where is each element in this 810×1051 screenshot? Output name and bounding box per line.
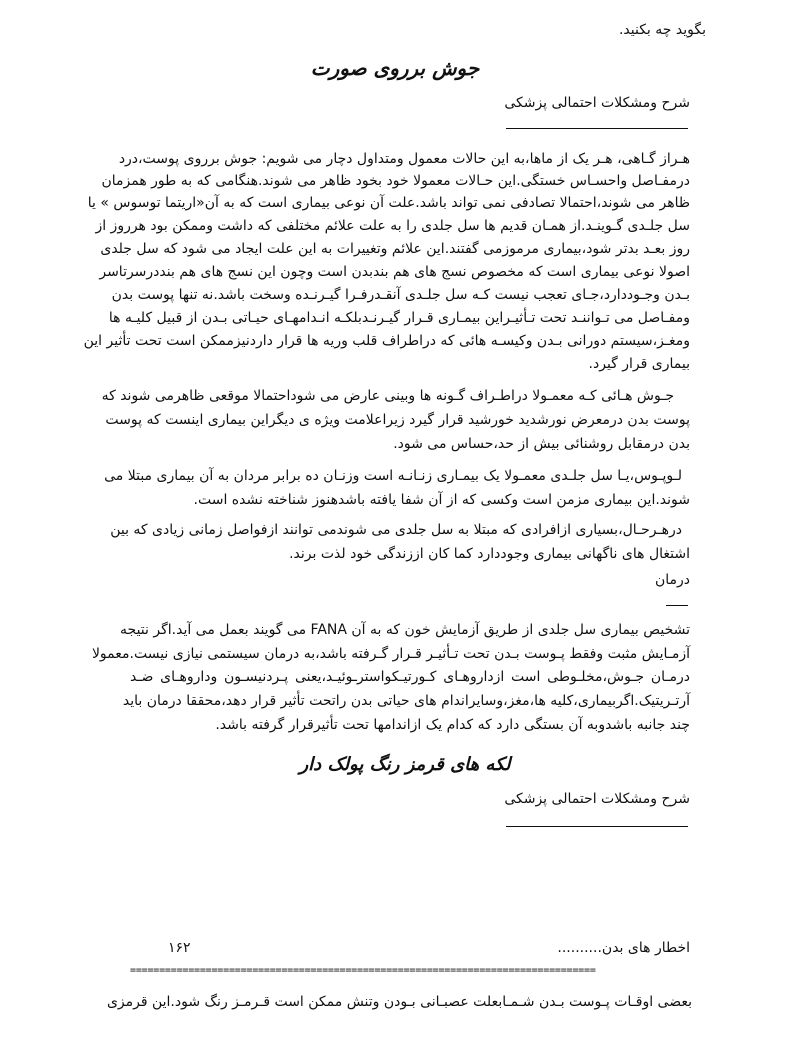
body-line-last: شوند.این بیماری مزمن است وکسی که از آن شفا یافته باشدهنوز شناخته نشده است.	[193, 492, 690, 508]
subtitle-underline	[506, 826, 688, 827]
body-line: بـدن وجـوددارد،جـای تعجب نیست کـه سل جلـدی آنقـدرفـرا گیـرنـده وسخت باشد.نه تنها پوست بدن	[111, 287, 690, 303]
body-line: آزمـایش مثبت وفقط پـوست بـدن تحت تـأثیـر قـرار گـرفته باشد،به درمان سیستمی نیازی نیست.معمولا	[91, 646, 690, 662]
subtitle-underline	[506, 128, 688, 129]
body-line: ظاهر می شوند،احتمالا تصادفی نمی تواند باشد.علت آن نوعی بیماری است که به آن«اریتما توسوس » یا	[87, 195, 690, 211]
body-line: ومغـز،سیستم دورانی بـدن وکیسـه هائی که دراطراف قلب وریه ها قرار داردنیزممکن است تحت تأثیر این	[83, 333, 690, 349]
section-subtitle: شرح ومشکلات احتمالی پزشکی	[504, 95, 690, 111]
separator-line: ================================================================================	[130, 968, 596, 974]
body-line-last: بیماری قرار گیرد.	[588, 356, 690, 372]
body-line-last: اشتغال های ناگهانی بیماری وجوددارد کما کان اززندگی خود لذت برند.	[289, 546, 690, 562]
section-title: جوش برروی صورت	[310, 56, 480, 80]
top-line: بگوید چه بکنید.	[618, 22, 706, 38]
section-subtitle: شرح ومشکلات احتمالی پزشکی	[504, 791, 690, 807]
body-line: درمـان جـوش،مخلـوطی است ازداروهـای کـورتیـکواسترـوئیـد،یعنی پـردنیسـون وداروهـای ضـد	[130, 669, 690, 685]
body-line: ومفـاصل می تـواننـد تحت تـأثیـراین بیمـاری قـرار گیـرنـدبلکـه انـدامهـای حیـاتی بـدن از قبیل کلیـه ها	[108, 310, 690, 326]
treatment-heading: درمان	[654, 572, 690, 588]
body-line: جـوش هـائی کـه معمـولا دراطـراف گـونه ها وبینی عارض می شوداحتمالا موقعی ظاهرمی شوند که	[101, 388, 674, 404]
body-line: لـوپـوس،یـا سل جلـدی معمـولا یک بیمـاری زنـانـه است وزنـان ده برابر مردان به آن بیماری مبتلا می	[104, 468, 682, 484]
body-line: هـراز گـاهی، هـر یک از ماها،به این حالات معمول ومتداول دچار می شویم: جوش برروی پوست،درد	[118, 151, 690, 167]
continuation-line: بعضی اوقـات پـوست بـدن شـمـابعلت عصبـانی بـودن وتنش ممکن است قـرمـز رنگ شود.این قرمزی	[106, 994, 692, 1010]
body-line: سل جلـدی گـوینـد.از همـان قدیم ها سل جلدی را به علت علائم مختلفی که داشت وممکن بود هرروز از	[95, 218, 690, 234]
running-title: اخطار های بدن..........	[557, 940, 690, 956]
section-title: لکه های قرمز رنگ پولک دار	[299, 754, 511, 775]
body-line-last: بدن درمقابل روشنائی بیش از حد،حساس می شود.	[393, 436, 690, 452]
body-line: اصولا نوعی بیماری است که مخصوص نسج های هم بندبدن است وچون این نسج های هم بنددرسرتاسر	[99, 264, 690, 280]
treatment-underline	[666, 605, 688, 606]
body-line-last: چند جانبه باشدوبه آن بستگی دارد که کدام یک ازاندامها تحت تأثیرقرار گرفته باشد.	[215, 717, 690, 733]
body-line: روز بعـد بدتر شود،بیماری مرموزمی گفتند.این علائم وتغییرات به این علت ایجاد می شود که سل جلدی	[100, 241, 690, 257]
body-line: آرتـریتیک.اگربیماری،کلیه ها،مغز،وسایراندام های حیاتی بدن راتحت تأثیر قرار دهد،محققا درمان باید	[122, 693, 690, 709]
body-line: درمفـاصل واحسـاس خستگی.این حـالات معمولا خود بخود ظاهر می شوند.هنگامی که به طور همزمان	[101, 173, 690, 189]
body-line: پوست بدن درمعرض نورشدید خورشید قرار گیرد زیراعلامت ویژه ی دیگراین بیماری اینست که پوست	[105, 412, 690, 428]
page-number: ۱۶۲	[168, 940, 191, 956]
body-line: درهـرحـال،بسیاری ازافرادی که مبتلا به سل جلدی می شوندمی توانند ازفواصل زمانی زیادی که بین	[110, 522, 682, 538]
body-line: تشخیص بیماری سل جلدی از طریق آزمایش خون که به آن FANA می گویند بعمل می آید.اگر نتیجه	[120, 622, 690, 638]
